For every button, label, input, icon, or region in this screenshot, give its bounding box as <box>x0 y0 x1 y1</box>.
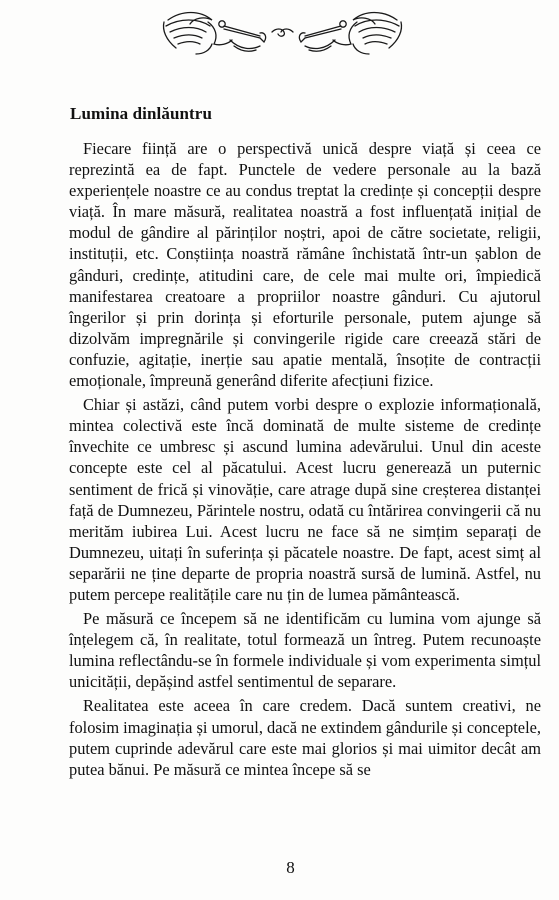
paragraph: Pe măsură ce începem să ne identificăm cu lumina vom ajunge să înțelegem că, în realitate, totul formează un întreg. Putem recunoaște lumina reflectându-se în formele individuale și vom experimenta simțul unicității, depășind astfel sentimentul de separare. <box>69 609 541 692</box>
paragraph: Fiecare ființă are o perspectivă unică despre viață și ceea ce reprezintă ea de fapt. Punctele de vedere personale au la bază experiențele noastre ce au condus treptat la credințe și concepții despre viață. În mare măsură, realitatea noastră a fost influențată inițial de modul de gândire al părinților noștri, apoi de către societate, religii, instituții, etc. Conștiința noastră rămâne închistată într-un șablon de gânduri, credințe, atitudini care, de cele mai multe ori, împiedică manifestarea creatoare a propriilor noastre gânduri. Cu ajutorul îngerilor și prin dorința și eforturile personale, putem ajunge să dizolvăm impregnările și convingerile rigide care creează stări de confuzie, agitație, inerție sau apatie mentală, însoțite de contracții emoționale, împreună generând diferite afecțiuni fizice. <box>69 139 541 391</box>
body-text <box>69 138 541 783</box>
page-number: 8 <box>286 858 295 877</box>
paragraph: Realitatea este aceea în care credem. Dacă suntem creativi, ne folosim imaginația și umorul, dacă ne extindem gândurile și conceptele, putem cuprinde adevărul care este mai glorios și mai uimitor decât am putea bănui. Pe măsură ce mintea începe să se <box>69 696 541 779</box>
section-title: Lumina dinlăuntru <box>70 104 213 123</box>
paragraph: Chiar și astăzi, când putem vorbi despre o explozie informațională, mintea colectivă este încă dominată de multe sisteme de credințe învechite ce umbresc și ascund lumina adevărului. Unul din aceste concepte este cel al păcatului. Acest lucru generează un puternic sentiment de frică și vinovăție, care atrage după sine creșterea distanței față de Dumnezeu, Părintele nostru, odată cu întărirea convingerii că nu merităm iubirea Lui. Acest lucru ne face să ne simțim separați de Dumnezeu, uitați în suferința și păcatele noastre. De fapt, acest simț al separării ne ține departe de propria noastră sursă de lumină. Astfel, nu putem percepe realitățile care nu țin de lumea pământească. <box>69 395 541 604</box>
angels-with-trumpets-ornament-icon <box>160 6 405 58</box>
